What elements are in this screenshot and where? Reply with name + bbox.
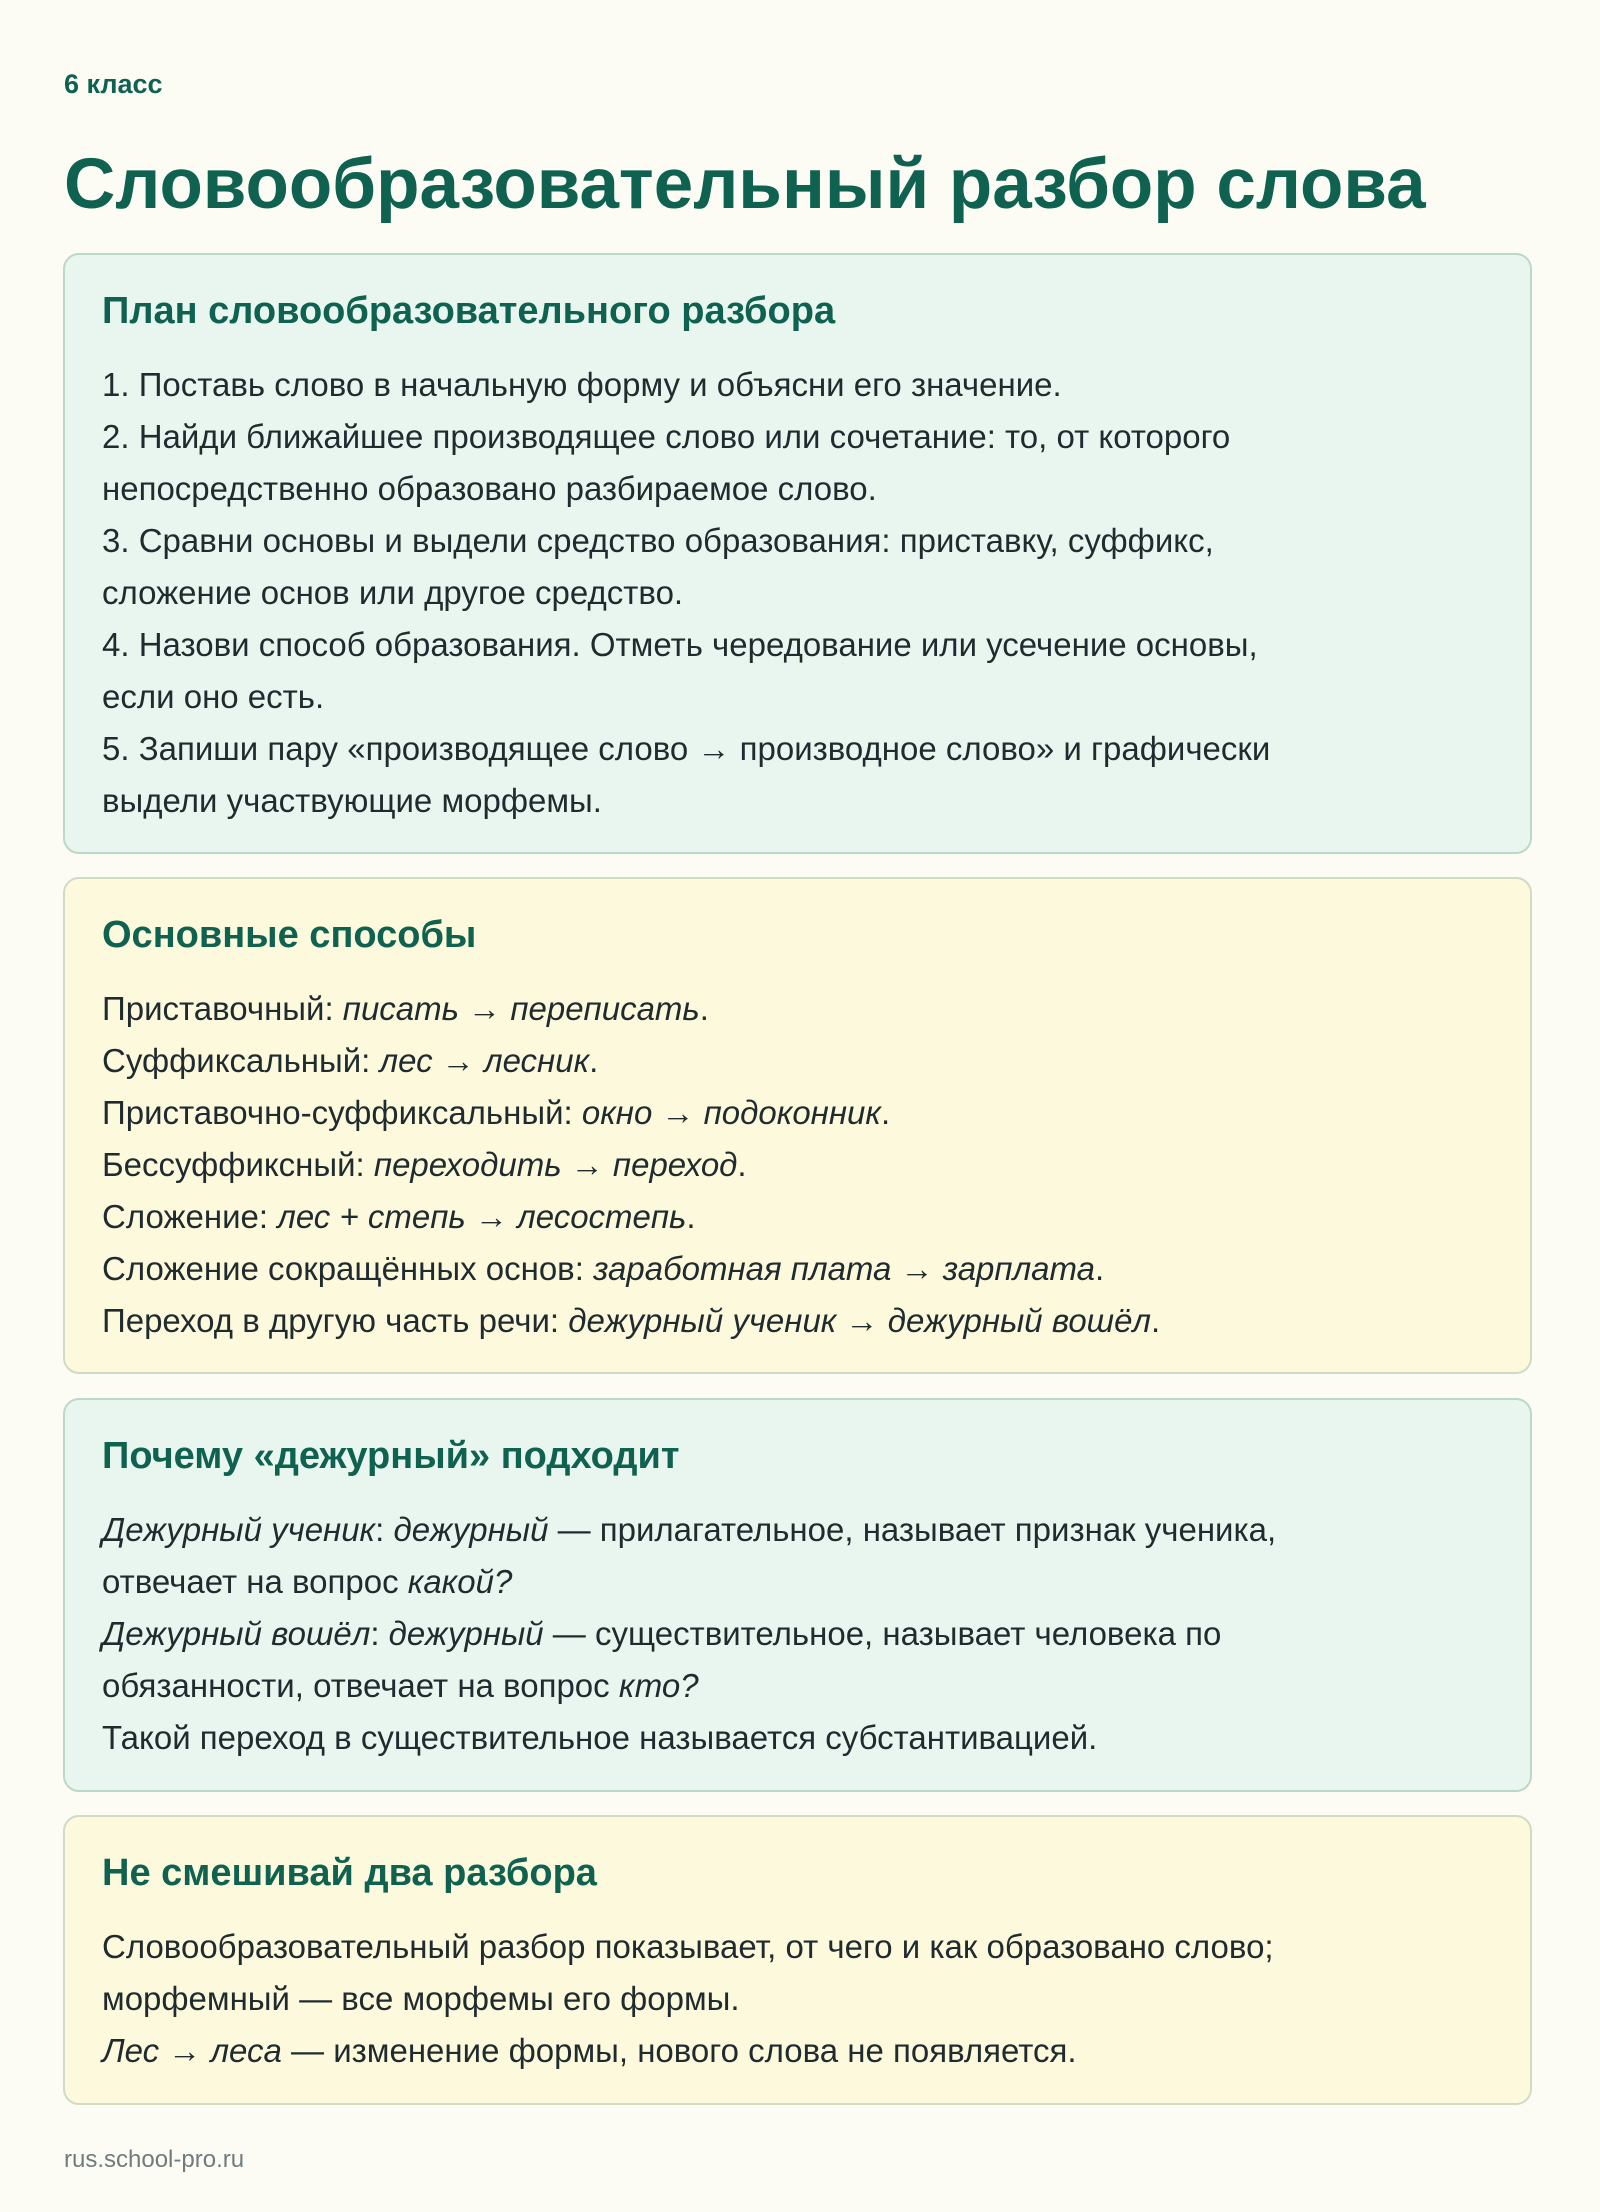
warning-line	[102, 2025, 1494, 2077]
plan-line: выдели участвующие морфемы.	[102, 782, 602, 819]
plan-line: 5. Запиши пару «производящее слово → производное слово» и графически	[102, 730, 1271, 767]
method-label: Суффиксальный:	[102, 1042, 380, 1079]
plan-line: непосредственно образовано разбираемое слово.	[102, 470, 877, 507]
method-end: .	[1151, 1302, 1161, 1339]
example-phrase: Дежурный ученик	[102, 1511, 376, 1548]
warning-line: морфемный — все морфемы его формы.	[102, 1980, 740, 2017]
plan-line: 3. Сравни основы и выдели средство образования: приставку, суффикс,	[102, 522, 1214, 559]
question-word: какой?	[407, 1563, 513, 1600]
warning-heading: Не смешивай два разбора	[102, 1852, 597, 1894]
method-item	[102, 1295, 1494, 1347]
explanation: отвечает на вопрос	[102, 1563, 408, 1600]
plan-list	[102, 359, 1494, 827]
method-label: Приставочный:	[102, 990, 343, 1027]
why-line	[102, 1504, 1494, 1556]
plan-line: 4. Назови способ образования. Отметь чередование или усечение основы,	[102, 626, 1258, 663]
method-example: писать → переписать	[342, 990, 700, 1027]
why-heading: Почему «дежурный» подходит	[102, 1435, 680, 1477]
method-item	[102, 1035, 1494, 1087]
method-example: дежурный ученик → дежурный вошёл	[568, 1302, 1152, 1339]
warning-card	[63, 1815, 1532, 2105]
plan-heading: План словообразовательного разбора	[102, 290, 836, 332]
why-text	[102, 1504, 1494, 1764]
punct: :	[375, 1511, 394, 1548]
why-line	[102, 1608, 1494, 1660]
method-end: .	[699, 990, 709, 1027]
plan-line: сложение основ или другое средство.	[102, 574, 684, 611]
warning-text	[102, 1921, 1494, 2077]
method-item	[102, 983, 1494, 1035]
method-example: лес + степь → лесостепь	[277, 1198, 687, 1235]
page-title: Словообразовательный разбор слова	[64, 145, 1426, 224]
method-example: лес → лесник	[379, 1042, 590, 1079]
method-end: .	[880, 1094, 891, 1131]
question-word: кто?	[618, 1667, 699, 1704]
method-label: Сложение:	[102, 1198, 278, 1235]
explanation: — существительное, называет человека по	[543, 1615, 1222, 1652]
example-word: дежурный	[388, 1615, 544, 1652]
method-item	[102, 1243, 1494, 1295]
why-card	[63, 1398, 1532, 1792]
method-label: Бессуффиксный:	[102, 1146, 374, 1183]
method-example: окно → подоконник	[581, 1094, 881, 1131]
why-line: Такой переход в существительное называется субстантивацией.	[102, 1719, 1098, 1756]
method-end: .	[686, 1198, 696, 1235]
method-item	[102, 1139, 1494, 1191]
plan-line: 1. Поставь слово в начальную форму и объясни его значение.	[102, 366, 1062, 403]
method-item	[102, 1087, 1494, 1139]
explanation: — прилагательное, называет признак ученика,	[548, 1511, 1277, 1548]
method-label: Переход в другую часть речи:	[102, 1302, 569, 1339]
methods-card	[63, 877, 1532, 1374]
example-word: дежурный	[393, 1511, 549, 1548]
method-example: заработная плата → зарплата	[593, 1250, 1096, 1287]
methods-list	[102, 983, 1494, 1347]
method-end: .	[737, 1146, 747, 1183]
methods-heading: Основные способы	[102, 914, 477, 956]
footer-site: rus.school-pro.ru	[64, 2146, 245, 2173]
method-label: Приставочно-суффиксальный:	[102, 1094, 582, 1131]
method-example: переходить → переход	[373, 1146, 738, 1183]
plan-line: 2. Найди ближайшее производящее слово или сочетание: то, от которого	[102, 418, 1231, 455]
method-label: Сложение сокращённых основ:	[102, 1250, 594, 1287]
grade-label: 6 класс	[64, 69, 163, 99]
method-end: .	[589, 1042, 599, 1079]
explanation: — изменение формы, нового слова не появляется.	[281, 2032, 1077, 2069]
method-end: .	[1095, 1250, 1105, 1287]
warning-line: Словообразовательный разбор показывает, от чего и как образовано слово;	[102, 1928, 1274, 1965]
example-phrase: Дежурный вошёл	[102, 1615, 371, 1652]
example-pair: Лес → леса	[102, 2032, 282, 2069]
method-item	[102, 1191, 1494, 1243]
plan-line: если оно есть.	[102, 678, 325, 715]
plan-card	[63, 253, 1532, 854]
explanation: обязанности, отвечает на вопрос	[102, 1667, 619, 1704]
punct: :	[370, 1615, 389, 1652]
why-line	[102, 1660, 1494, 1712]
why-line	[102, 1556, 1494, 1608]
